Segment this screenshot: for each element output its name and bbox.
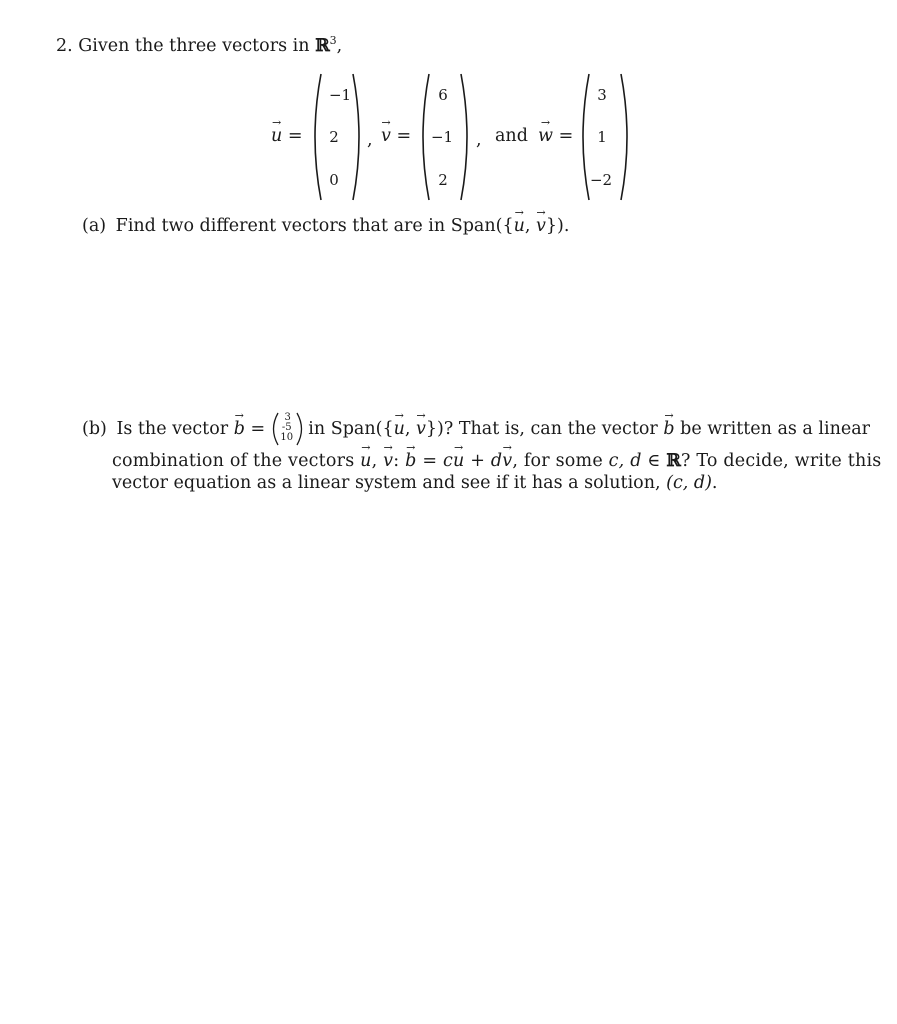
vector-b-inline-matrix — [271, 411, 303, 443]
problem-heading: 2. Given the three vectors in ℝ$^3$, — [56, 34, 343, 56]
vector-u-symbol: → u — [513, 206, 525, 236]
vector-w-label: → w = — [538, 116, 574, 146]
vector-b-entry-2: -5 — [281, 421, 292, 433]
field-symbol: ℝ — [315, 35, 330, 56]
vector-v-matrix — [420, 72, 470, 202]
vector-v-entry-1: 6 — [438, 86, 448, 104]
vector-v-entry-3: 2 — [438, 171, 448, 189]
vector-u-entry-2: 2 — [329, 128, 339, 146]
vector-w-matrix — [580, 72, 630, 202]
vector-v-symbol: → v — [416, 409, 426, 439]
part-b-line-2: combination of the vectors → u, → v: → b = c → u + d → v, for some c, d ∈ ℝ? To decide, write this — [112, 441, 882, 471]
vector-u-entry-1: −1 — [328, 86, 352, 104]
and-text: and — [495, 126, 528, 146]
vector-u-label: → u = — [271, 116, 303, 146]
vector-v-entry-2: −1 — [430, 128, 454, 146]
vector-w-entry-1: 3 — [597, 86, 607, 104]
problem-intro: Given the three vectors in — [78, 35, 310, 56]
part-a: (a) Find two different vectors that are in Span({ → u, → v}). — [82, 206, 570, 236]
vector-u-symbol: → u — [393, 409, 405, 439]
vector-v-label: → v = — [381, 116, 412, 146]
vector-b-entry-3: 10 — [280, 431, 294, 443]
vector-w-symbol: → w — [538, 116, 553, 146]
vector-v-symbol: → v — [383, 441, 394, 471]
vector-u-symbol: → u — [360, 441, 372, 471]
right-paren-icon — [296, 412, 304, 446]
part-b-line-1: (b) Is the vector → b = 3 -5 10 in Span({ → u, → v})? That is, can the vector → b be written as a linear — [82, 419, 870, 440]
vector-b-symbol: → b — [405, 441, 417, 471]
separator-2: , — [476, 130, 482, 150]
vector-w-entry-2: 1 — [597, 128, 607, 146]
vector-v-symbol: → v — [381, 116, 391, 146]
vector-b-symbol: → b — [233, 409, 245, 439]
vector-b-symbol: → b — [663, 409, 675, 439]
part-a-label: (a) — [82, 216, 107, 236]
vector-u-symbol: → u — [271, 116, 283, 146]
part-b-line-3: vector equation as a linear system and see if it has a solution, (c, d). — [112, 473, 718, 493]
vector-u-matrix — [312, 72, 362, 202]
problem-number: 2. — [56, 35, 73, 56]
part-b-label: (b) — [82, 419, 107, 439]
vector-u-entry-3: 0 — [329, 171, 339, 189]
vector-v-symbol: → v — [536, 206, 546, 236]
separator-1: , — [367, 130, 373, 150]
vector-u-symbol: → u — [452, 441, 465, 471]
field-exponent: 3 — [329, 34, 337, 47]
vector-v-symbol: → v — [502, 441, 513, 471]
part-a-text: Find two different vectors that are in Span({ — [115, 216, 514, 236]
left-paren-icon — [271, 412, 279, 446]
vector-w-entry-3: −2 — [589, 171, 613, 189]
vector-b-entry-1: 3 — [284, 411, 291, 423]
